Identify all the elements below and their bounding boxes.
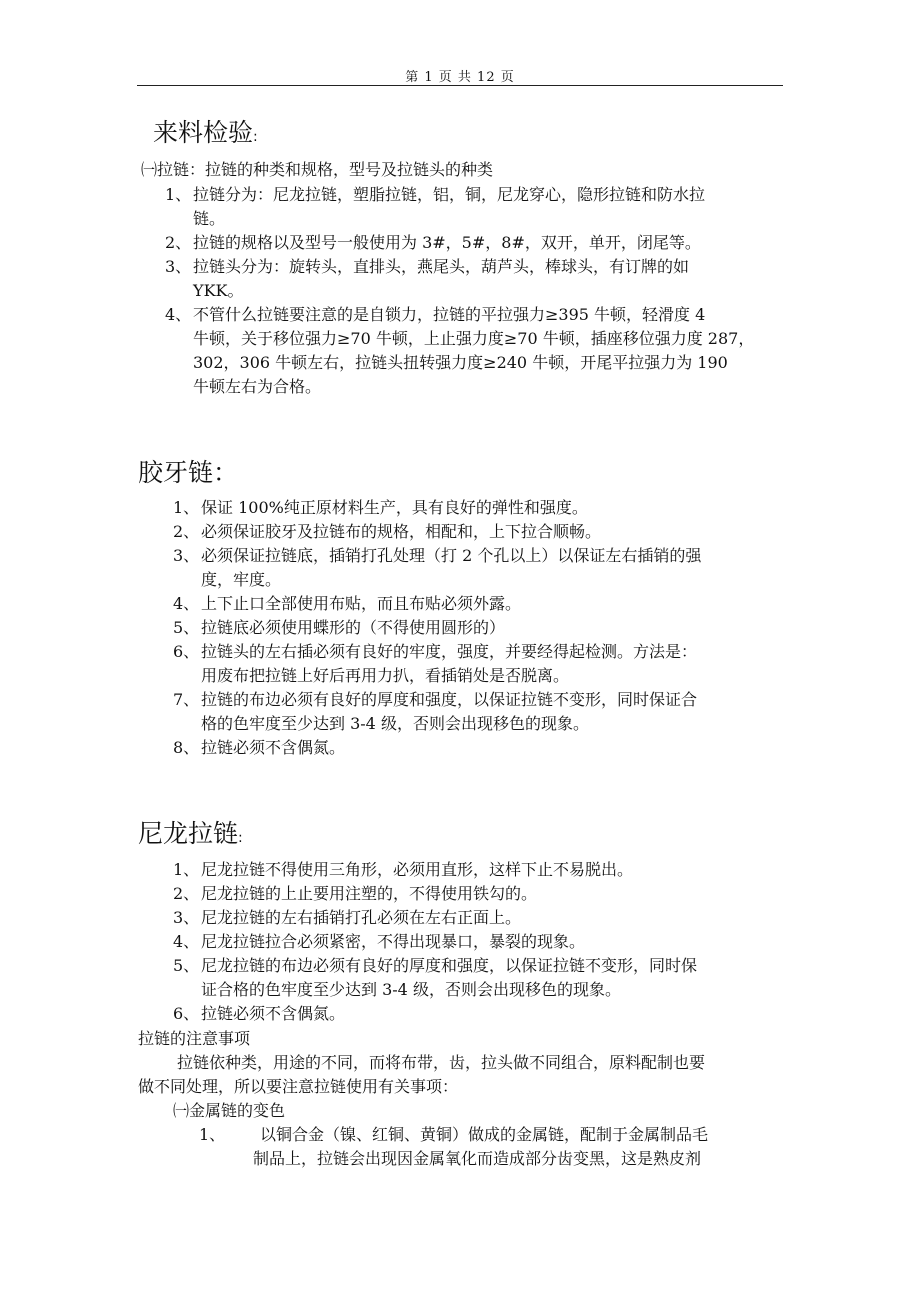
item-number: 7、 (173, 690, 200, 709)
item-line: 格的色牢度至少达到 3-4 级，否则会出现移色的现象。 (201, 714, 589, 733)
item-number: 4、 (165, 305, 192, 324)
list-item (173, 736, 793, 760)
item-line: 拉链底必须使用蝶形的（不得使用圆形的） (201, 618, 506, 637)
item-line: 尼龙拉链的上止要用注塑的，不得使用铁勾的。 (201, 884, 538, 903)
item-line: 保证 100%纯正原材料生产，具有良好的弹性和强度。 (201, 498, 588, 517)
paragraph-line: 拉链依种类，用途的不同，而将布带，齿，拉头做不同组合，原料配制也要 (177, 1053, 706, 1072)
item-line: 拉链的布边必须有良好的厚度和强度，以保证拉链不变形，同时保证合 (201, 690, 698, 709)
item-line: 必须保证胶牙及拉链布的规格，相配和，上下拉合顺畅。 (201, 522, 602, 541)
item-number: 1、 (173, 498, 200, 517)
item-line: 不管什么拉链要注意的是自锁力，拉链的平拉强力≥395 牛顿，轻滑度 4 (193, 305, 706, 324)
item-number: 6、 (173, 1004, 200, 1023)
list-item (173, 930, 793, 954)
item-line: 证合格的色牢度至少达到 3-4 级，否则会出现移色的现象。 (201, 980, 621, 999)
paragraph-line: 做不同处理，所以要注意拉链使用有关事项： (138, 1077, 459, 1096)
item-number: 3、 (173, 908, 200, 927)
item-line: 拉链头分为：旋转头，直排头，燕尾头，葫芦头，棒球头，有订牌的如 (193, 257, 690, 276)
list-item (173, 544, 793, 592)
item-line: 上下止口全部使用布贴，而且布贴必须外露。 (201, 594, 522, 613)
list-item (173, 1002, 793, 1026)
list-item (165, 255, 795, 303)
header-rule (137, 85, 783, 86)
item-line: 用废布把拉链上好后再用力扒，看插销处是否脱离。 (201, 666, 570, 685)
subheading-metal-discoloration: ㈠金属链的变色 (173, 1101, 286, 1120)
list-item (173, 520, 793, 544)
list-item (173, 640, 793, 688)
item-line: 302，306 牛顿左右，拉链头扭转强力度≥240 牛顿，开尾平拉强力为 190 (193, 353, 728, 372)
section-title-plastic-zipper (138, 456, 238, 490)
notes-paragraph (138, 1051, 705, 1099)
item-number: 3、 (173, 546, 200, 565)
item-line: 尼龙拉链拉合必须紧密，不得出现暴口，暴裂的现象。 (201, 932, 586, 951)
list-item (165, 303, 795, 399)
item-number: 2、 (165, 233, 192, 252)
item-number: 4、 (173, 594, 200, 613)
s2-list (173, 496, 793, 760)
item-line: 度，牢度。 (201, 570, 282, 589)
s1-list (165, 183, 795, 399)
item-line: 牛顿，关于移位强力≥70 牛顿，上止强力度≥70 牛顿，插座移位强力度 287， (193, 329, 755, 348)
list-item (173, 906, 793, 930)
item-number: 5、 (173, 956, 200, 975)
section-title-colon: ： (213, 458, 239, 487)
section-title-colon: : (253, 129, 258, 145)
item-line: 制品上，拉链会出现因金属氧化而造成部分齿变黑，这是熟皮剂 (253, 1149, 702, 1168)
list-item (173, 858, 793, 882)
item-number: 2、 (173, 522, 200, 541)
item-number: 8、 (173, 738, 200, 757)
list-item (165, 231, 795, 255)
item-number: 4、 (173, 932, 200, 951)
item-number: 5、 (173, 618, 200, 637)
section-title-text: 胶牙链 (138, 458, 214, 487)
item-line: 尼龙拉链不得使用三角形，必须用直形，这样下止不易脱出。 (201, 860, 634, 879)
item-line: 以铜合金（镍、红铜、黄铜）做成的金属链，配制于金属制品毛 (260, 1125, 709, 1144)
item-line: 拉链必须不含偶氮。 (201, 738, 346, 757)
item-line: 拉链必须不含偶氮。 (201, 1004, 346, 1023)
section-title-text: 来料检验 (153, 118, 254, 147)
item-line: YKK。 (193, 281, 244, 300)
item-line: 必须保证拉链底，插销打孔处理（打 2 个孔以上）以保证左右插销的强 (201, 546, 702, 565)
item-number: 1、 (173, 860, 200, 879)
list-item (173, 616, 793, 640)
item-number: 2、 (173, 884, 200, 903)
list-item (173, 592, 793, 616)
item-line: 尼龙拉链的布边必须有良好的厚度和强度，以保证拉链不变形，同时保 (201, 956, 698, 975)
item-line: 尼龙拉链的左右插销打孔必须在左右正面上。 (201, 908, 522, 927)
section-title-colon: : (238, 830, 243, 846)
notes-title: 拉链的注意事项 (138, 1029, 251, 1048)
page-header: 第 1 页 共 12 页 (405, 70, 515, 85)
item-line: 拉链的规格以及型号一般使用为 3#，5#，8#，双开，单开，闭尾等。 (193, 233, 701, 252)
section-title-nylon-zipper (138, 817, 243, 855)
item-line: 牛顿左右为合格。 (193, 377, 322, 396)
list-item (173, 496, 793, 520)
list-item (173, 882, 793, 906)
item-line: 拉链头的左右插必须有良好的牢度，强度，并要经得起检测。方法是： (201, 642, 698, 661)
item-line: 拉链分为：尼龙拉链，塑脂拉链，铝，铜，尼龙穿心，隐形拉链和防水拉 (193, 185, 706, 204)
section-title-text: 尼龙拉链 (138, 819, 239, 848)
s3-list (173, 858, 793, 1026)
section-title-incoming-inspection (153, 116, 258, 154)
list-item (165, 183, 795, 231)
item-number: 3、 (165, 257, 192, 276)
item-line: 链。 (193, 209, 226, 228)
item-number: 6、 (173, 642, 200, 661)
item-number: 1、 (165, 185, 192, 204)
subheading-zipper-types: ㈠拉链：拉链的种类和规格，型号及拉链头的种类 (141, 160, 494, 179)
list-item (173, 688, 793, 736)
list-item (173, 954, 793, 1002)
item-number: 1、 (199, 1125, 226, 1144)
